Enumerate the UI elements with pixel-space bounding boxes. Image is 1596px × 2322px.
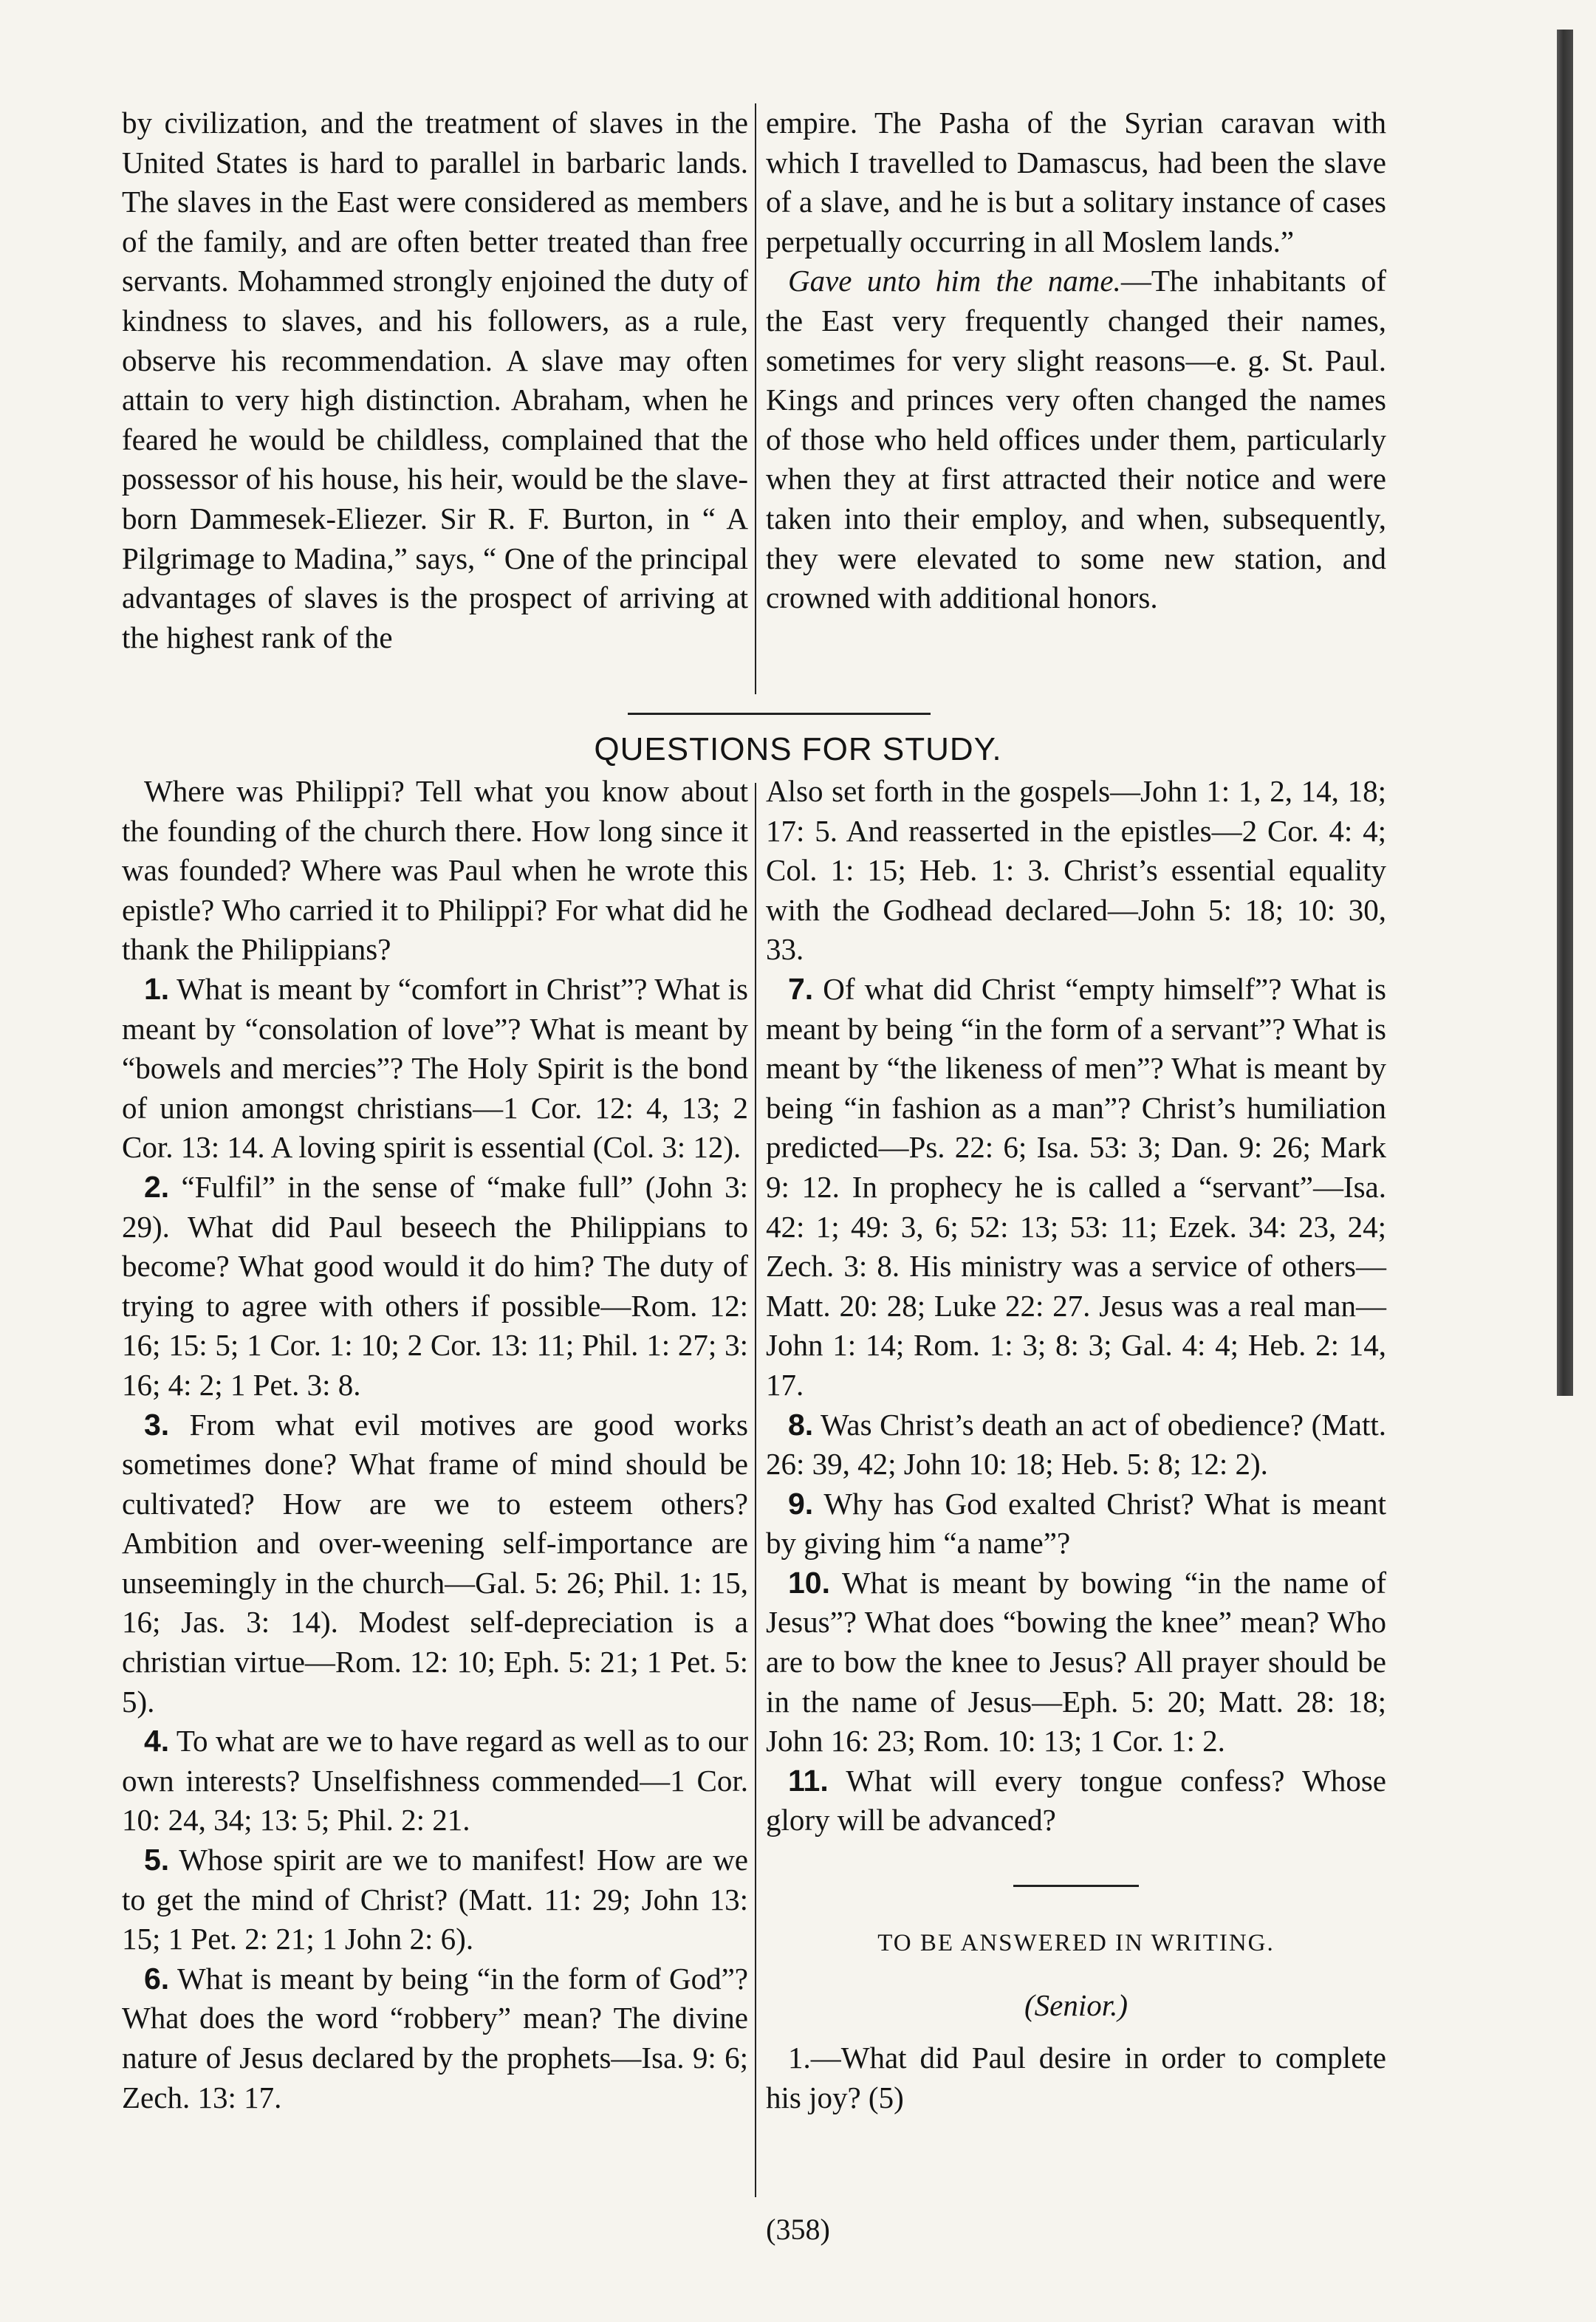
question-7 [766, 970, 1386, 1405]
question-text: What is meant by bowing “in the name of Jesus”? What does “bowing the knee” mean? Who are to bow the knee to Jesus? All prayer should be in the name of Jesus—Eph. 5: 20; Matt. 28: 18; John 16: 23; Rom. 10: 13; 1 Cor. 1: 2. [766, 1565, 1386, 1758]
top-left-paragraph: by civilization, and the treatment of slaves in the United States is hard to parallel in barbaric lands. The slaves in the East were considered as members of the family, and are often better treated than free servants. Mohammed strongly enjoined the duty of kindness to slaves, and his followers, as a rule, observe his recommendation. A slave may often attain to very high distinction. Abraham, when he feared he would be childless, complained that the possessor of his house, his heir, would be the slave-born Dammesek-Eliezer. Sir R. F. Burton, in “ A Pilgrimage to Madina,” says, “ One of the principal advantages of slaves is the prospect of arriving at the highest rank of the [122, 106, 748, 654]
question-number: 3. [144, 1407, 170, 1442]
question-number: 9. [788, 1486, 814, 1521]
question-text: What is meant by “comfort in Christ”? What is meant by “consolation of love”? What is meant by “bowels and mercies”? The Holy Spirit is the bond of union amongst christians—1 Cor. 12: 4, 13; 2 Cor. 13: 14. A loving spirit is essential (Col. 3: 12). [122, 971, 748, 1165]
question-text: From what evil motives are good works sometimes done? What frame of mind should be cultivated? How are we to esteem others? Ambition and over-weening self-importance are unseemingly in the church—Gal. 5: 26; Phil. 1: 15, 16; Jas. 3: 14). Modest self-depreciation is a christian virtue—Rom. 12: 10; Eph. 5: 21; 1 Pet. 5: 5). [122, 1407, 749, 1719]
question-8 [766, 1405, 1386, 1484]
question-text: What is meant by being “in the form of God”? What does the word “robbery” mean? The divine nature of Jesus declared by the prophets—Isa. 9: 6; Zech. 13: 17. [122, 1961, 749, 2114]
question-10 [766, 1564, 1386, 1761]
question-number: 2. [144, 1169, 170, 1204]
question-text: Why has God exalted Christ? What is meant by giving him “a name”? [766, 1486, 1387, 1561]
page-edge-shadow [1557, 30, 1573, 1396]
column-divider-bottom [755, 783, 756, 2197]
question-number: 5. [144, 1843, 170, 1877]
question-text: “Fulfil” in the sense of “make full” (John 3: 29). What did Paul beseech the Philippians to become? What good would it do him? The duty of trying to agree with others if possible—Rom. 12: 16; 15: 5; 1 Cor. 1: 10; 2 Cor. 13: 11; Phil. 1: 27; 3: 16; 4: 2; 1 Pet. 3: 8. [122, 1169, 748, 1402]
gave-name-text: —The inhabitants of the East very frequently changed their names, sometimes for very slight reasons—e. g. St. Paul. Kings and princes very often changed the names of those who held offices under them, particularly when they at first attracted their notice and were taken into their employ, and when, subsequently, they were elevated to some new station, and crowned with additional honors. [766, 264, 1387, 615]
question-1 [122, 970, 748, 1168]
section-divider [628, 713, 931, 715]
gave-name-lead: Gave unto him the name. [788, 264, 1121, 298]
question-text: Was Christ’s death an act of obedience? (Matt. 26: 39, 42; John 10: 18; Heb. 5: 8; 12: 2). [766, 1407, 1387, 1482]
question-number: 6. [144, 1961, 170, 1996]
question-number: 8. [788, 1407, 814, 1442]
writing-divider [1013, 1885, 1139, 1887]
question-3 [122, 1405, 748, 1722]
question-text: To what are we to have regard as well as to our own interests? Unselfishness commended—1 Cor. 10: 24, 34; 13: 5; Phil. 2: 21. [122, 1724, 748, 1838]
question-number: 1. [144, 971, 170, 1006]
top-right-paragraph-2 [766, 261, 1386, 617]
column-divider-top [755, 103, 756, 694]
question-9 [766, 1484, 1386, 1564]
writing-question-1: 1.—What did Paul desire in order to complete his joy? (5) [766, 2041, 1386, 2114]
page-number: (358) [766, 2213, 830, 2246]
question-text: Whose spirit are we to manifest! How are we to get the mind of Christ? (Matt. 11: 29; John 13: 15; 1 Pet. 2: 21; 1 John 2: 6). [122, 1843, 748, 1956]
question-6-part-2: Also set forth in the gospels—John 1: 1, 2, 14, 18; 17: 5. And reasserted in the epistles—2 Cor. 4: 4; Col. 1: 15; Heb. 1: 3. Christ’s essential equality with the Godhead declared—John 5: 18; 10: 30, 33. [766, 774, 1386, 967]
question-number: 7. [788, 971, 814, 1006]
senior-label: (Senior.) [1024, 1987, 1128, 2022]
top-right-paragraph-1: empire. The Pasha of the Syrian caravan with which I travelled to Damascus, had been the slave of a slave, and he is but a solitary instance of cases perpetually occurring in all Moslem lands.” [766, 106, 1386, 258]
top-right-column [766, 103, 1386, 618]
question-5 [122, 1840, 748, 1959]
question-number: 10. [788, 1565, 830, 1600]
questions-left-column [122, 772, 748, 2117]
questions-right-column [766, 772, 1386, 2117]
question-number: 4. [144, 1724, 170, 1758]
question-11 [766, 1761, 1386, 1840]
questions-heading: QUESTIONS FOR STUDY. [594, 731, 1002, 767]
question-6-part-1 [122, 1959, 748, 2117]
question-text: What will every tongue confess? Whose glory will be advanced? [766, 1763, 1386, 1838]
question-2 [122, 1168, 748, 1405]
question-number: 11. [788, 1763, 829, 1798]
question-text: Of what did Christ “empty himself”? What is meant by being “in the form of a servant”? What is meant by “the likeness of men”? What is meant by being “in fashion as a man”? Christ’s humiliation predicted—Ps. 22: 6; Isa. 53: 3; Dan. 9: 26; Mark 9: 12. In prophecy he is called a “servant”—Isa. 42: 1; 49: 3, 6; 52: 13; 53: 11; Ezek. 34: 23, 24; Zech. 3: 8. His ministry was a service of others—Matt. 20: 28; Luke 22: 27. Jesus was a real man—John 1: 14; Rom. 1: 3; 8: 3; Gal. 4: 4; Heb. 2: 14, 17. [766, 971, 1386, 1402]
top-left-column [122, 103, 748, 657]
writing-heading: TO BE ANSWERED IN WRITING. [877, 1930, 1275, 1957]
question-4 [122, 1722, 748, 1840]
questions-intro: Where was Philippi? Tell what you know about the founding of the church there. How long since it was founded? Where was Paul when he wrote this epistle? Who carried it to Philippi? For what did he thank the Philippians? [122, 774, 748, 967]
